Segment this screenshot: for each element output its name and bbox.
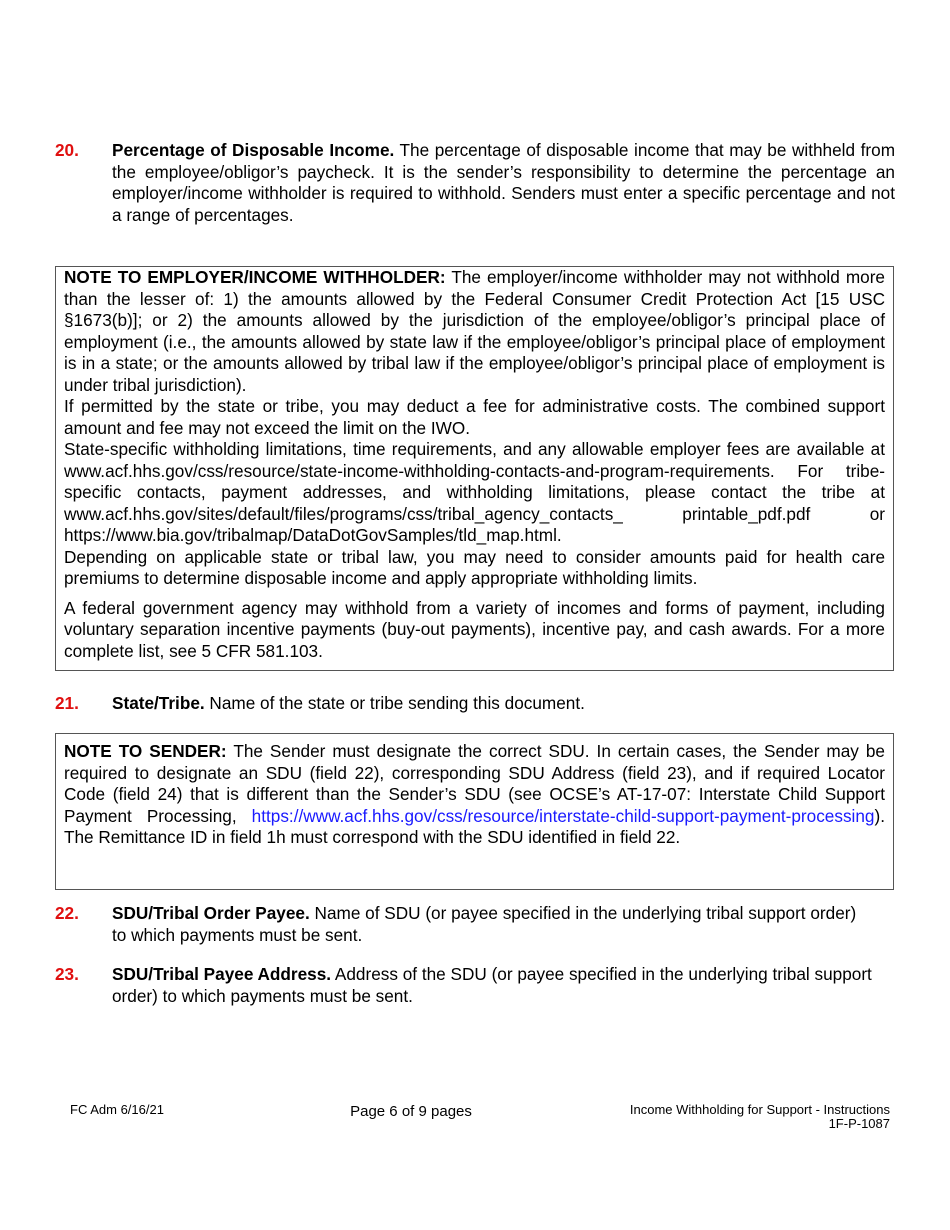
- item-title: State/Tribe.: [112, 693, 205, 713]
- sender-note-box: [55, 733, 894, 890]
- item-body: [112, 903, 895, 946]
- item-body: [112, 693, 895, 715]
- item-number: 21.: [55, 693, 79, 713]
- footer-form-number: 1F-P-1087: [828, 1116, 890, 1131]
- item-number: 23.: [55, 964, 79, 984]
- employer-note-para-1: [64, 267, 885, 396]
- item-title: Percentage of Disposable Income.: [112, 140, 395, 160]
- sender-note-text-before: The Sender must designate the correct SDU. In certain cases, the Sender may be required to designate an SDU (field 22), corresponding SDU Address (field 23), and if required Locator Code (field 24) that is different than the Sender’s SDU (see OCSE’s AT-17-07: Interstate Child Support Payment Processing,: [64, 741, 885, 826]
- sender-note-label: NOTE TO SENDER:: [64, 741, 227, 761]
- footer-document-title: [630, 1103, 890, 1131]
- item-20: [55, 140, 895, 226]
- item-text: The percentage of disposable income that may be withheld from the employee/obligor’s paycheck. It is the sender’s responsibility to determine the percentage an employer/income withholder is required to withhold. Senders must enter a specific percentage and not a range of percentages.: [112, 140, 896, 225]
- item-text: Name of the state or tribe sending this document.: [204, 693, 585, 713]
- employer-note-label: NOTE TO EMPLOYER/INCOME WITHHOLDER:: [64, 267, 446, 287]
- item-text: Name of SDU (or payee specified in the underlying tribal support order) to which payments must be sent.: [112, 903, 857, 945]
- employer-note-para-4: Depending on applicable state or tribal law, you may need to consider amounts paid for health care premiums to determine disposable income and apply appropriate withholding limits.: [64, 546, 885, 588]
- footer-title-line: Income Withholding for Support - Instructions: [629, 1102, 890, 1117]
- sender-note-text-after: ). The Remittance ID in field 1h must correspond with the SDU identified in field 22.: [64, 805, 885, 847]
- item-body: [112, 964, 895, 1007]
- employer-note-text-1: The employer/income withholder may not withhold more than the lesser of: 1) the amounts allowed by the Federal Consumer Credit Protection Act [15 USC §1673(b)]; or 2) the amounts allowed by the jurisdiction of the employee/obligor’s principal place of employment (i.e., the amounts allowed by state law if the employee/obligor’s principal place of employment is in a state; or the amounts allowed by tribal law if the employee/obligor’s principal place of employment is under tribal jurisdiction).: [64, 267, 885, 395]
- item-number: 20.: [55, 140, 79, 160]
- item-body: [112, 140, 895, 226]
- footer-form-id: FC Adm 6/16/21: [70, 1102, 164, 1117]
- item-title: SDU/Tribal Payee Address.: [112, 964, 332, 984]
- sender-note-para: [64, 741, 885, 849]
- employer-note-para-2: If permitted by the state or tribe, you may deduct a fee for administrative costs. The combined support amount and fee may not exceed the limit on the IWO.: [64, 396, 885, 438]
- interstate-payment-link[interactable]: https://www.acf.hhs.gov/css/resource/interstate-child-support-payment-processing: [251, 805, 875, 826]
- item-number: 22.: [55, 903, 79, 923]
- item-23: [55, 964, 895, 1007]
- employer-note-box: [55, 266, 894, 671]
- employer-note-para-5: A federal government agency may withhold from a variety of incomes and forms of payment, including voluntary separation incentive payments (buy-out payments), incentive pay, and cash awards. For a more complete list, see 5 CFR 581.103.: [64, 597, 885, 661]
- item-title: SDU/Tribal Order Payee.: [112, 903, 310, 923]
- item-text: Address of the SDU (or payee specified in the underlying tribal support order) to which payments must be sent.: [112, 964, 872, 1006]
- footer-page-number: Page 6 of 9 pages: [350, 1103, 472, 1120]
- employer-note-para-3: State-specific withholding limitations, time requirements, and any allowable employer fees are available at www.acf.hhs.gov/css/resource/state-income-withholding-contacts-and-program-requirements. For tribe- specific contacts, payment addresses, and withholding limitations, please contact the tribe at www.acf.hhs.gov/sites/default/files/programs/css/tribal_agency_contacts_ printable_pdf.pdf or https://www.bia.gov/tribalmap/DataDotGovSamples/tld_map.html.: [64, 439, 885, 545]
- item-22: [55, 903, 895, 946]
- item-21: [55, 693, 895, 715]
